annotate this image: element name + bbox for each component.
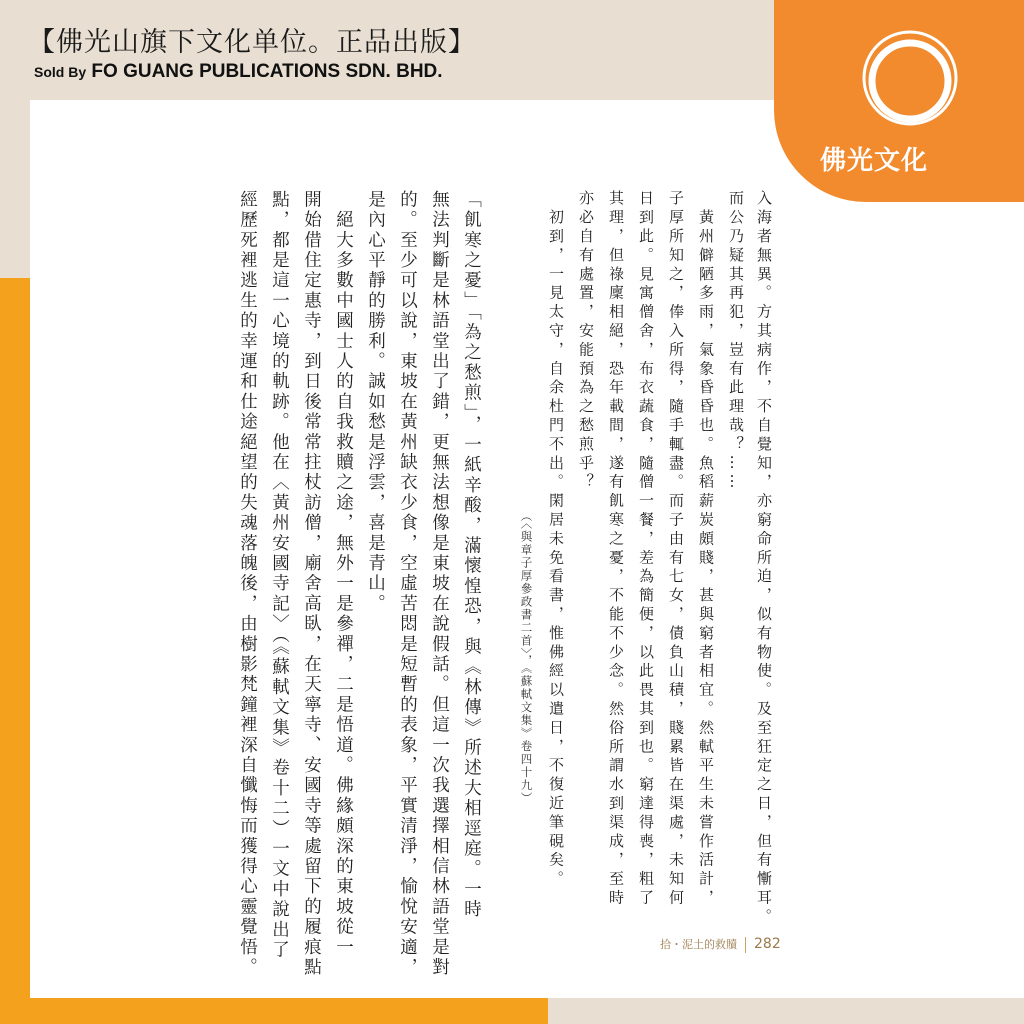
footer-divider <box>745 937 746 953</box>
quote-column: 入海者無異。方其病作，不自覺知，亦窮命所迫，似有物使。及至狂定之日，但有慚耳。 <box>755 190 773 928</box>
logo-text: 佛光文化 <box>819 146 928 176</box>
body-column: 是內心平靜的勝利。誠如愁是浮雲，喜是青山。 <box>365 190 386 615</box>
chapter-title: 拾・泥土的救贖 <box>660 938 737 951</box>
body-column: 無法判斷是林語堂出了錯，更無法想像是東坡在說假話。但這一次我選擇相信林語堂是對 <box>429 190 450 978</box>
body-column: 點，都是這一心境的軌跡。他在〈黃州安國寺記〉（《蘇軾文集》卷十二）一文中說出了 <box>269 190 290 961</box>
page-footer <box>660 936 781 953</box>
body-column: 絕大多數中國士人的自我救贖之途，無外一是參禪，二是悟道。佛緣頗深的東坡從一 <box>333 190 354 958</box>
quote-column: 黃州僻陋多雨，氣象昏昏也。魚稻薪炭頗賤，甚與窮者相宜。然軾平生未嘗作活計， <box>697 190 715 909</box>
body-column: 開始借住定惠寺，到日後常常拄杖訪僧，廟舍高臥，在天寧寺、安國寺等處留下的履痕點 <box>301 190 322 978</box>
publisher-banner-title: 【佛光山旗下文化单位。正品出版】 <box>28 27 476 58</box>
body-column: 「飢寒之憂」「為之愁煎」，一紙辛酸，滿懷惶恐，與《林傳》所述大相逕庭。一時 <box>461 190 482 920</box>
sold-by-line <box>34 61 443 83</box>
quote-column: 而公乃疑其再犯，豈有此理哉？…… <box>727 190 745 493</box>
sold-by-prefix: Sold By <box>34 64 87 80</box>
left-decor-band <box>0 278 30 1024</box>
brand-corner <box>774 0 1024 202</box>
quote-column: 其理，但祿廩相絕，恐年載間，遂有飢寒之憂，不能不少念。然俗所謂水到渠成，至時 <box>607 190 625 909</box>
fo-guang-logo-icon <box>860 26 960 130</box>
page-number: 282 <box>754 936 781 952</box>
quote-column: 子厚所知之，俸入所得，隨手輒盡。而子由有七女，債負山積，賤累皆在渠處，未知何 <box>667 190 685 909</box>
quote-column: 初到，一見太守，自余杜門不出。閑居未免看書，惟佛經以遣日，不復近筆硯矣。 <box>547 190 565 890</box>
quote-column: 亦必自有處置，安能預為之愁煎乎？ <box>577 190 595 493</box>
bottom-decor-band <box>0 998 548 1024</box>
body-column: 的。至少可以說，東坡在黃州缺衣少食，空虛苦悶是短暫的表象，平實清淨，愉悅安適， <box>397 190 418 978</box>
sold-by-name: FO GUANG PUBLICATIONS SDN. BHD. <box>91 61 443 82</box>
quote-column: 日到此。見寓僧舍，布衣蔬食，隨僧一餐，差為簡便，以此畏其到也。窮達得喪，粗了 <box>637 190 655 909</box>
body-column: 經歷死裡逃生的幸運和仕途絕望的失魂落魄後，由樹影梵鐘裡深自懺悔而獲得心靈覺悟。 <box>237 190 258 978</box>
quote-citation: （〈與章子厚參政書二首〉，《蘇軾文集》卷四十九） <box>519 510 534 805</box>
